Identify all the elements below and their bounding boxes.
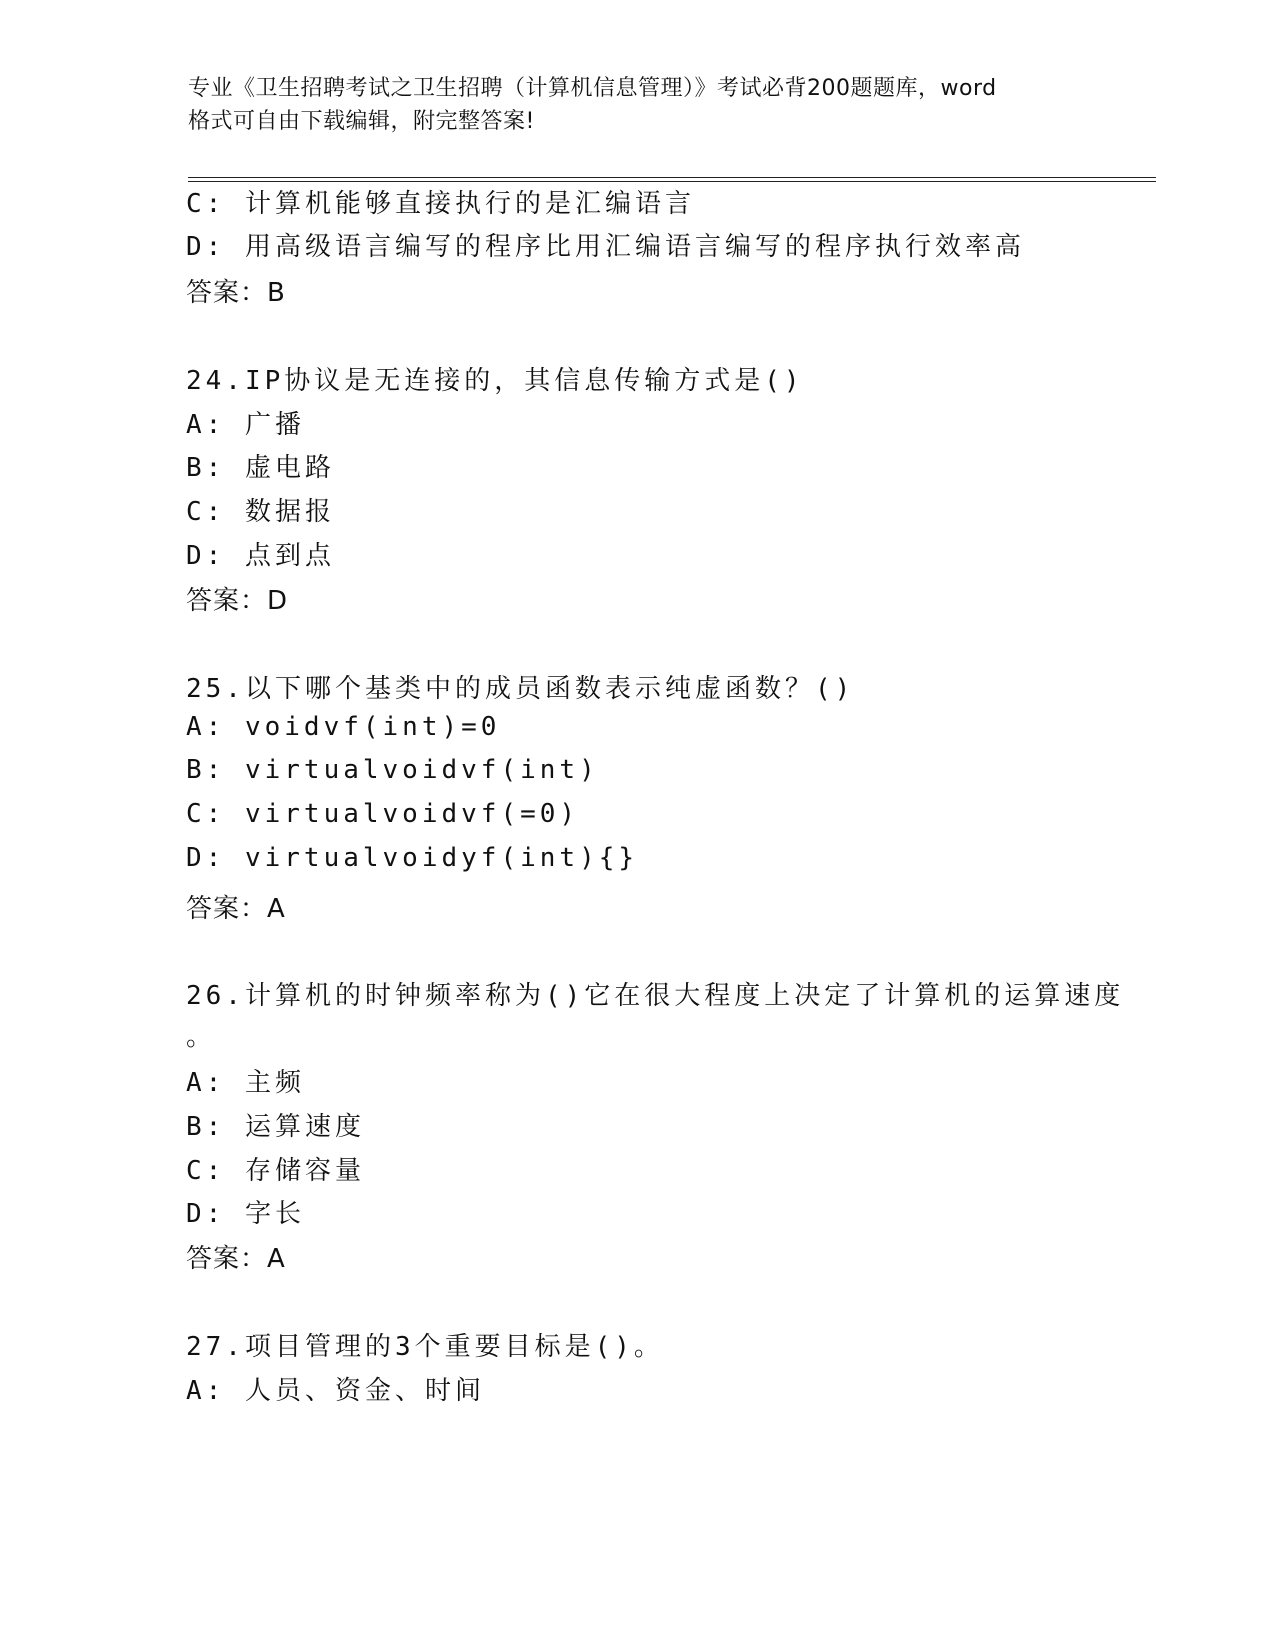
question-24-option-d: D: 点到点 <box>186 541 335 571</box>
question-25-option-d: D: virtualvoidyf(int){} <box>186 843 639 873</box>
question-25-option-a: A: voidvf(int)=0 <box>186 712 501 742</box>
question-27-option-a: A: 人员、资金、时间 <box>186 1376 485 1406</box>
question-26-option-c: C: 存储容量 <box>186 1156 365 1186</box>
question-27-stem: 27.项目管理的3个重要目标是()。 <box>186 1332 664 1362</box>
document-header <box>188 72 1108 138</box>
question-24-option-a: A: 广播 <box>186 410 305 440</box>
header-divider-top <box>188 177 1156 178</box>
question-24-stem: 24.IP协议是无连接的，其信息传输方式是() <box>186 366 804 396</box>
header-title-line-2: 格式可自由下载编辑，附完整答案! <box>188 109 535 134</box>
question-24-answer: 答案：D <box>186 586 289 616</box>
question-26-stem: 26.计算机的时钟频率称为()它在很大程度上决定了计算机的运算速度 <box>186 981 1125 1011</box>
prev-question-option-c: C: 计算机能够直接执行的是汇编语言 <box>186 189 695 219</box>
header-title-line-1: 专业《卫生招聘考试之卫生招聘（计算机信息管理）》考试必背200题题库，word <box>188 76 997 101</box>
question-26-option-b: B: 运算速度 <box>186 1112 365 1142</box>
prev-question-answer: 答案：B <box>186 278 286 308</box>
question-25-option-b: B: virtualvoidvf(int) <box>186 755 599 785</box>
question-26-option-a: A: 主频 <box>186 1068 305 1098</box>
question-24-option-c: C: 数据报 <box>186 497 335 527</box>
question-26-stem-continuation: 。 <box>186 1022 217 1052</box>
question-26-answer: 答案：A <box>186 1244 286 1274</box>
header-divider-bottom <box>188 181 1156 182</box>
question-25-answer: 答案：A <box>186 894 286 924</box>
prev-question-option-d: D: 用高级语言编写的程序比用汇编语言编写的程序执行效率高 <box>186 232 1025 262</box>
question-26-option-d: D: 字长 <box>186 1199 305 1229</box>
question-25-option-c: C: virtualvoidvf(=0) <box>186 799 580 829</box>
question-25-stem: 25.以下哪个基类中的成员函数表示纯虚函数？() <box>186 674 855 704</box>
question-24-option-b: B: 虚电路 <box>186 453 335 483</box>
